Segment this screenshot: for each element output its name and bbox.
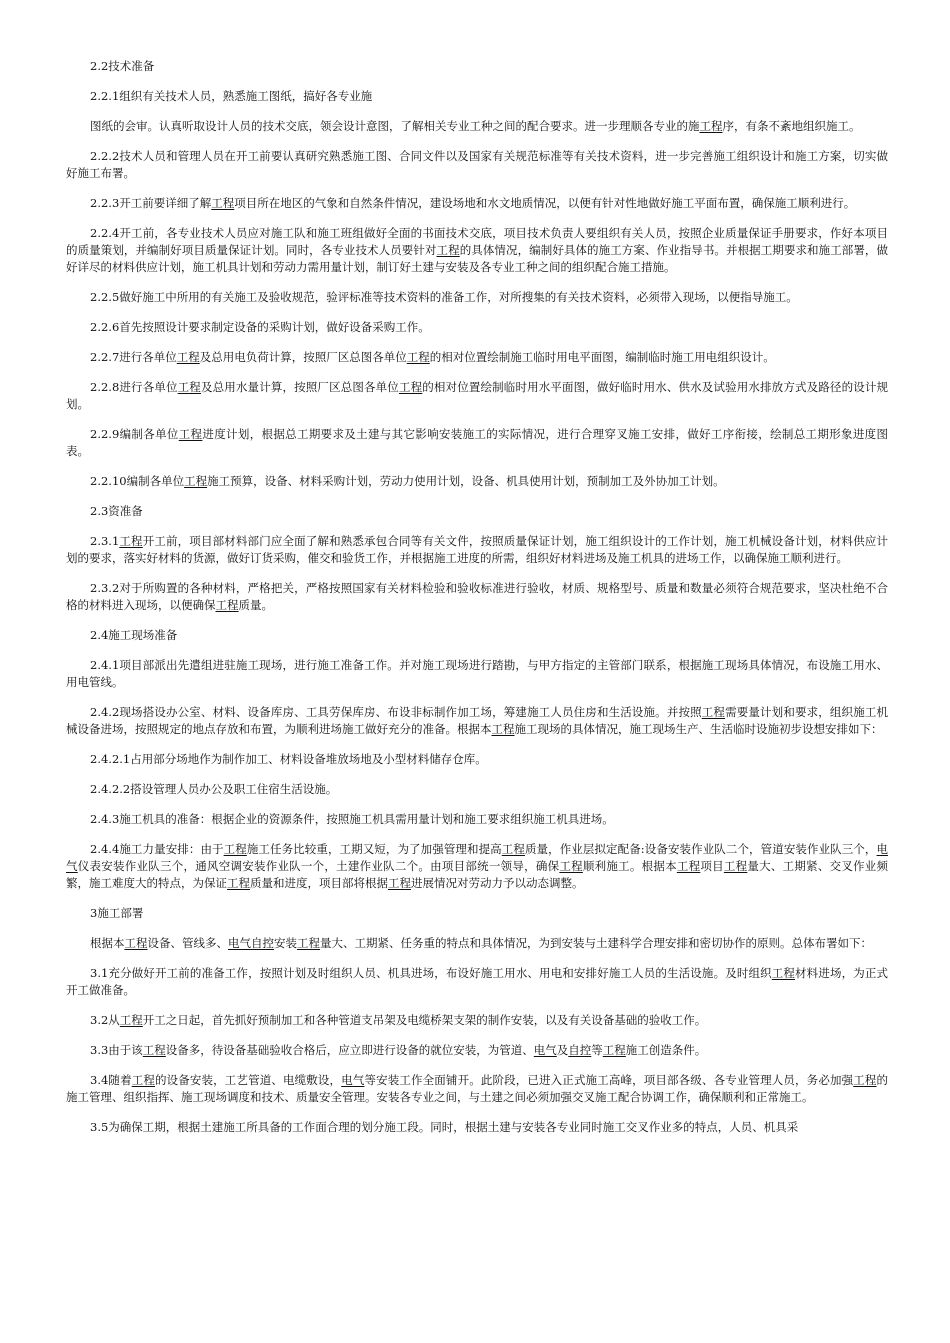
paragraph [66,473,888,490]
paragraph [66,148,888,182]
paragraph-text: 施工任务比较重，工期又短，为了加强管理和提高 [246,842,502,856]
paragraph [66,580,888,614]
paragraph-text: 顺利施工。根据本 [582,859,677,873]
hyperlink-term[interactable]: 电气自控 [228,936,274,950]
paragraph-text: 等安装工作全面铺开。此阶段，已进入正式施工高峰，项目部各级、各专业管理人员，务必加强 [364,1073,854,1087]
hyperlink-term[interactable]: 工程 [398,380,423,394]
paragraph [66,195,888,212]
paragraph-text: 序，有条不紊地组织施工。 [722,119,861,133]
paragraph [66,58,888,75]
paragraph-text: 及总用水量计算，按照厂区总图各单位 [200,380,399,394]
paragraph [66,1042,888,1059]
paragraph-text: 2.2.10编制各单位 [90,474,185,488]
paragraph-text: 2.4.2.1占用部分场地作为制作加工、材料设备堆放场地及小型材料储存仓库。 [90,752,487,766]
paragraph-text: 2.2.6首先按照设计要求制定设备的采购计划，做好设备采购工作。 [90,320,430,334]
hyperlink-term[interactable]: 工程 [676,859,701,873]
paragraph [66,751,888,768]
paragraph [66,349,888,366]
paragraph-text: 2.2技术准备 [90,59,155,73]
paragraph-text: 施工预算，设备、材料采购计划，劳动力使用计划，设备、机具使用计划，预制加工及外协加工计划。 [207,474,725,488]
paragraph [66,289,888,306]
hyperlink-term[interactable]: 工程 [723,859,748,873]
hyperlink-term[interactable]: 工程 [388,876,411,890]
paragraph-text: 安装 [274,936,297,950]
paragraph-text: 的相对位置绘制施工临时用电平面图，编制临时施工用电组织设计。 [429,350,775,364]
paragraph-text: 施工创造条件。 [625,1043,707,1057]
paragraph-text: 的具体情况，编制好具体的施工方案、作业指导书。并根据工期要求和施工部署，做好详尽的材料供应计划，施工机具计划和劳动力需用量计划，制订好土建与安装及各专业工种之间的组织配合施工措施。 [66,243,889,274]
paragraph-text: 2.4.2.2搭设管理人员办公及职工住宿生活设施。 [90,782,338,796]
paragraph-text: 的施工管理、组织指挥、施工现场调度和技术、质量安全管理。安装各专业之间，与土建之间必须加强交叉施工配合协调工作，确保顺利和正常施工。 [66,1073,889,1104]
hyperlink-term[interactable]: 工程 [699,119,723,133]
paragraph-text: 的设备安装，工艺管道、电缆敷设， [154,1073,342,1087]
document-body [66,58,888,1149]
hyperlink-term[interactable]: 工程 [178,427,203,441]
paragraph [66,426,888,460]
paragraph-text: 材料进场，为正式开工做准备。 [66,966,888,997]
paragraph-text: 2.3资准备 [90,504,143,518]
paragraph-text: 2.2.3开工前要详细了解 [90,196,212,210]
paragraph-text: 2.2.1组织有关技术人员，熟悉施工图纸，搞好各专业施 [90,89,373,103]
paragraph-text: 项目所在地区的气象和自然条件情况，建设场地和水文地质情况，以便有针对性地做好施工平面布置，确保施工顺利进行。 [234,196,856,210]
hyperlink-term[interactable]: 工程 [184,474,208,488]
hyperlink-term[interactable]: 工程 [223,842,247,856]
paragraph [66,841,888,892]
paragraph-text: 需要量计划和要求，组织施工机械设备进场，按照规定的地点存放和布置，为顺利进场施工做好充分的准备。根据本 [66,705,888,736]
paragraph-text: 项目 [700,859,724,873]
hyperlink-term[interactable]: 工程 [177,380,201,394]
paragraph-text: 进度计划，根据总工期要求及土建与其它影响安装施工的实际情况，进行合理穿叉施工安排，做好工序衔接，绘制总工期形象进度图表。 [66,427,889,458]
paragraph-text: 设备、管线多、 [147,936,228,950]
hyperlink-term[interactable]: 工程 [853,1073,877,1087]
paragraph-text: 2.4.2现场搭设办公室、材料、设备库房、工具劳保库房、布设非标制作加工场，筹建施工人员住房和生活设施。并按照 [90,705,702,719]
paragraph-text: 2.3.2对于所购置的各种材料，严格把关，严格按照国家有关材料检验和验收标准进行验收，材质、规格型号、质量和数量必须符合规范要求，坚决杜绝不合格的材料进入现场，以便确保 [66,581,888,612]
hyperlink-term[interactable]: 电气 [66,842,889,873]
hyperlink-term[interactable]: 工程 [491,722,515,736]
paragraph-text: 2.4.3施工机具的准备：根据企业的资源条件，按照施工机具需用量计划和施工要求组织施工机具进场。 [90,812,614,826]
paragraph [66,657,888,691]
paragraph-text: 质量和进度，项目部将根据 [250,876,388,890]
paragraph-text: 2.2.2技术人员和管理人员在开工前要认真研究熟悉施工图、合同文件以及国家有关规范标准等有关技术资料，进一步完善施工组织设计和施工方案，切实做好施工布署。 [66,149,888,180]
paragraph [66,627,888,644]
paragraph-text: 进展情况对劳动力予以动态调整。 [411,876,584,890]
paragraph [66,88,888,105]
paragraph-text: 量大、工期紧、交叉作业频繁，施工难度大的特点，为保证 [66,859,889,890]
paragraph [66,1012,888,1029]
paragraph [66,965,888,999]
hyperlink-term[interactable]: 工程 [124,936,148,950]
paragraph [66,905,888,922]
paragraph-text: 2.2.9编制各单位 [90,427,179,441]
hyperlink-term[interactable]: 工程 [501,842,525,856]
paragraph-text: 2.4.4施工力量安排：由于 [90,842,224,856]
paragraph-text: 2.3.1 [90,534,120,548]
paragraph [66,704,888,738]
paragraph [66,225,888,276]
paragraph [66,503,888,520]
hyperlink-term[interactable]: 电气 [533,1043,557,1057]
hyperlink-term[interactable]: 工程 [227,876,250,890]
hyperlink-term[interactable]: 工程 [119,1013,143,1027]
paragraph-text: 仪表安装作业队三个，通风空调安装作业队一个，土建作业队二个。由项目部统一领导，确保 [77,859,560,873]
paragraph-text: 开工前，项目部材料部门应全面了解和熟悉承包合同等有关文件，按照质量保证计划，施工组织设计的工作计划，施工机械设备计划，材料供应计划的要求，落实好材料的货源，做好订货采购，催交和验货工作，并根据施工进度的所需，组织好材料进场及施工机具的进场工作，以确保施工顺利进行。 [66,534,889,565]
paragraph [66,1119,888,1136]
paragraph [66,533,888,567]
paragraph-text: 质量。 [238,598,273,612]
hyperlink-term[interactable]: 工程 [215,598,239,612]
paragraph-text: 2.2.7进行各单位 [90,350,177,364]
hyperlink-term[interactable]: 工程 [176,350,200,364]
hyperlink-term[interactable]: 电气 [341,1073,365,1087]
paragraph [66,781,888,798]
paragraph-text: 2.2.8进行各单位 [90,380,178,394]
paragraph-text: 2.4.1项目部派出先遣组进驻施工现场，进行施工准备工作。并对施工现场进行踏勘，与甲方指定的主管部门联系，根据施工现场具体情况，布设施工用水、用电管线。 [66,658,888,689]
paragraph-text: 3.2从 [90,1013,120,1027]
hyperlink-term[interactable]: 工程 [559,859,583,873]
paragraph-text: 图纸的会审。认真听取设计人员的技术交底，领会设计意图，了解相关专业工种之间的配合要求。进一步理顺各专业的施 [90,119,700,133]
paragraph [66,935,888,952]
hyperlink-term[interactable]: 工程 [436,243,460,257]
hyperlink-term[interactable]: 工程 [131,1073,155,1087]
paragraph [66,319,888,336]
paragraph [66,379,888,413]
paragraph-text: 3.5为确保工期，根据土建施工所具备的工作面合理的划分施工段。同时，根据土建与安装各专业同时施工交叉作业多的特点，人员、机具采 [90,1120,799,1134]
hyperlink-term[interactable]: 工程 [211,196,235,210]
hyperlink-term[interactable]: 工程 [406,350,430,364]
paragraph [66,118,888,135]
paragraph-text: 及总用电负荷计算，按照厂区总图各单位 [199,350,407,364]
paragraph-text: 开工之日起，首先抓好预制加工和各种管道支吊架及电缆桥架支架的制作安装，以及有关设备基础的验收工作。 [142,1013,707,1027]
paragraph [66,1072,888,1106]
paragraph-text: 3.4随着 [90,1073,132,1087]
hyperlink-term[interactable]: 自控 [568,1043,592,1057]
paragraph-text: 设备多，待设备基础验收合格后，应立即进行设备的就位安装，为管道、 [165,1043,534,1057]
hyperlink-term[interactable]: 工程 [297,936,320,950]
hyperlink-term[interactable]: 工程 [701,705,726,719]
paragraph-text: 3.1充分做好开工前的准备工作，按照计划及时组织人员、机具进场，布设好施工用水、用电和安排好施工人员的生活设施。及时组织 [90,966,772,980]
hyperlink-term[interactable]: 工程 [771,966,796,980]
paragraph-text: 的相对位置绘制临时用水平面图，做好临时用水、供水及试验用水排放方式及路径的设计规划。 [66,380,889,411]
paragraph-text: 2.4施工现场准备 [90,628,178,642]
paragraph-text: 根据本 [90,936,125,950]
hyperlink-term[interactable]: 工程 [142,1043,166,1057]
hyperlink-term[interactable]: 工程 [602,1043,626,1057]
paragraph-text: 2.2.5做好施工中所用的有关施工及验收规范，验评标准等技术资料的准备工作，对所搜集的有关技术资料，必须带入现场，以便指导施工。 [90,290,798,304]
paragraph [66,811,888,828]
paragraph-text: 质量，作业层拟定配备:设备安装作业队二个，管道安装作业队三个， [524,842,877,856]
paragraph-text: 3施工部署 [90,906,144,920]
paragraph-text: 3.3由于该 [90,1043,143,1057]
paragraph-text: 等 [591,1043,603,1057]
paragraph-text: 施工现场的具体情况，施工现场生产、生活临时设施初步设想安排如下： [514,722,883,736]
paragraph-text: 量大、工期紧、任务重的特点和具体情况，为到安装与土建科学合理安排和密切协作的原则。总体布署如下： [320,936,872,950]
paragraph-text: 及 [556,1043,569,1057]
hyperlink-term[interactable]: 工程 [119,534,143,548]
paragraph-text: 2.2.4开工前，各专业技术人员应对施工队和施工班组做好全面的书面技术交底，项目技术负责人要组织有关人员，按照企业质量保证手册要求，作好本项目的质量策划，并编制好项目质量保证计划。同时，各专业技术人员要针对 [66,226,888,257]
